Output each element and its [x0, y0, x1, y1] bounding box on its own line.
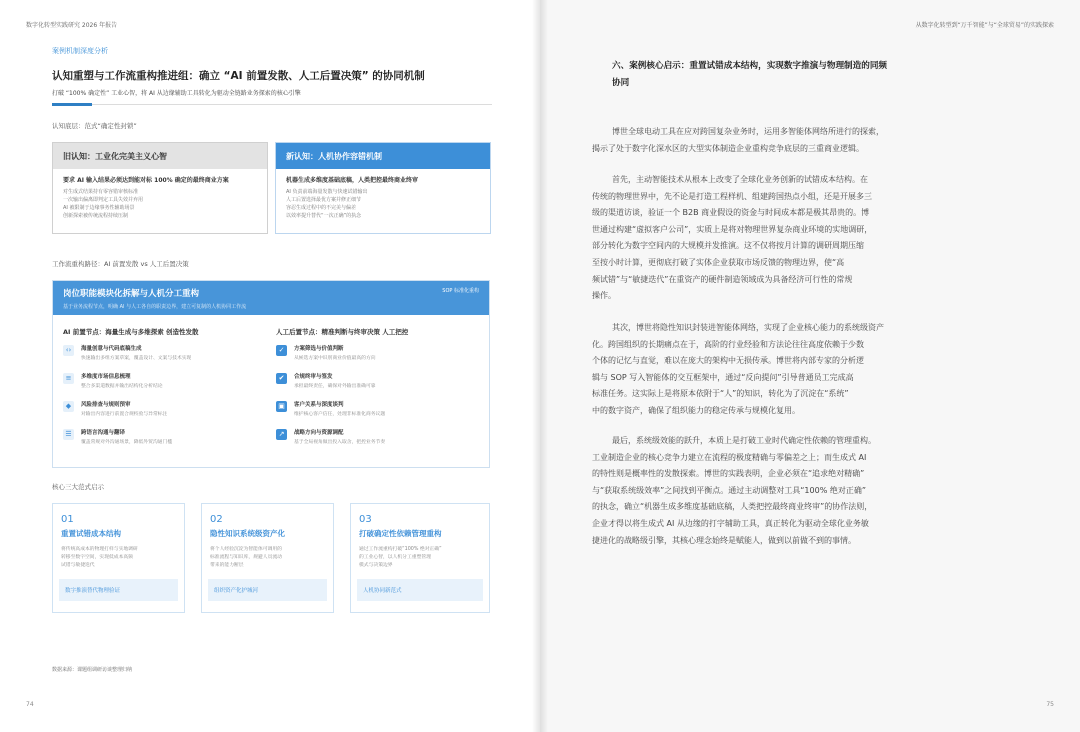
- new-cognition-line: 以效率提升替代“一次正确”的执念: [286, 213, 362, 219]
- new-cognition-box: [275, 142, 491, 234]
- book-gutter: [532, 0, 548, 732]
- page-number-right: 75: [1046, 701, 1054, 708]
- title-divider: [52, 104, 492, 105]
- card-footer: 组织资产化护城河: [208, 579, 327, 601]
- new-cognition-header: 新认知：人机协作容错机制: [276, 143, 490, 169]
- running-head-right: 从数字化转型到“万千智能”与“全球贸易”的实践探索: [915, 22, 1054, 29]
- ai-front-column: [63, 327, 268, 456]
- new-cognition-line: 容忍生成过程中的不完美与偏差: [286, 205, 357, 211]
- old-cognition-title: 要求 AI 输入结果必须达到能对标 100% 确定的最终商业方案: [63, 177, 229, 184]
- new-cognition-line: AI 负责前端海量发散与快速试错输出: [286, 189, 368, 195]
- card-title: 打破确定性依赖管理重构: [359, 529, 442, 538]
- paragraph-line: 其次，博世将隐性知识封装进智能体网络，实现了企业核心能力的系统级资产: [612, 323, 884, 332]
- old-cognition-line: 创新探索被传统流程持续压制: [63, 213, 129, 219]
- paragraph-line: 世通过构建“虚拟客户公司”，实质上是将对物理世界复杂商业环境的实地调研，: [592, 224, 873, 234]
- list-item: [63, 428, 268, 456]
- paragraph-line: 部分转化为数字空间内的大规模并发推演。这不仅将按月计算的调研周期压缩: [592, 241, 864, 251]
- paragraph-line: 最后，系统级效能的跃升，本质上是打破工业时代确定性依赖的管理重构。: [612, 436, 876, 445]
- paragraph-line: 化。跨国组织的长期痛点在于，高阶的行业经验和方法论往往高度依赖于少数: [592, 339, 864, 349]
- paragraph-line: 传统的物理世界中，先不论是打造工程样机、组建跨国热点小组，还是开展多三: [592, 191, 872, 201]
- section-kicker: 案例机制深度分析: [52, 47, 108, 55]
- section-label-workflow: 工作流重构路径：AI 前置发散 vs 人工后置决策: [52, 260, 189, 268]
- card-description-line: 将传统高成本的物理打样与实地调研: [61, 547, 138, 552]
- check-shield-icon: ✓: [276, 345, 287, 356]
- card-description-line: 试错与敏捷迭代: [61, 563, 95, 568]
- old-cognition-line: 对生成式结果持有零容错审核标准: [63, 189, 139, 195]
- paragraph-line: 揭示了处于数字化深水区的大型实体制造企业重构竞争底层的三重商业逻辑。: [592, 143, 864, 153]
- list-item-title: 战略方向与资源调配: [294, 430, 344, 436]
- list-item-title: 客户关系与深度谈判: [294, 402, 344, 408]
- card-title: 重置试错成本结构: [61, 529, 121, 538]
- paragraph-line: 频试错”与“敏捷迭代”在重资产的硬件制造领域成为具备经济可行性的常规: [592, 274, 853, 284]
- list-item: [63, 344, 268, 372]
- card-footer: 数字推演替代物理验证: [59, 579, 178, 601]
- card-footer: 人机协同新范式: [357, 579, 483, 601]
- insight-card: [52, 503, 185, 613]
- section-label-cognition: 认知底层：范式“确定性封锁”: [52, 122, 137, 130]
- list-item-title: 多维度市场信息梳理: [81, 374, 131, 380]
- human-rear-column-title: 人工后置节点：精准判断与终审决策 人工把控: [276, 328, 409, 336]
- list-item: [276, 372, 481, 400]
- list-item: [63, 372, 268, 400]
- human-rear-column: [276, 327, 481, 456]
- insight-card: [350, 503, 490, 613]
- body-paragraph: [592, 433, 942, 549]
- new-cognition-line: 人工后置选择最优方案并修正细节: [286, 197, 362, 203]
- paragraph-line: 的特性则是概率性的发散探索。博世的实践表明，企业必须在“追求绝对精确”: [592, 469, 865, 479]
- list-item-desc: 覆盖常规对外沟通场景，降低外贸沟通门槛: [81, 440, 173, 445]
- paragraph-line: 企业才得以将生成式 AI 从边缘的打字辅助工具，真正转化为驱动全球化业务敏: [592, 518, 869, 528]
- list-item-title: 跨语言沟通与翻译: [81, 430, 126, 436]
- paragraph-line: 捷进化的战略级引擎，其核心理念始终是赋能人，做到以前做不到的事情。: [592, 535, 856, 545]
- body-paragraph: [592, 320, 942, 420]
- list-item-desc: 从候选方案中识别商业价值最高的方向: [294, 356, 376, 361]
- workflow-frame: [52, 280, 490, 468]
- paragraph-line: 首先，主动智能技术从根本上改变了全球化业务创新的试错成本结构。在: [612, 175, 868, 184]
- section-heading: [612, 58, 942, 92]
- section-heading-line: 六、案例核心启示：重置试错成本结构，实现数字推演与物理制造的同频: [612, 61, 888, 71]
- list-item-desc: 维护核心客户信任，处理非标准化商务议题: [294, 412, 386, 417]
- card-description-line: 转移至数字空间，实现低成本高频: [61, 555, 133, 560]
- workflow-frame-title: 岗位职能模块化拆解与人机分工重构: [63, 289, 200, 299]
- paragraph-line: 标准任务。这实际上是将原本依附于“人”的知识，转化为了沉淀在“系统”: [592, 389, 849, 399]
- card-number: 03: [359, 514, 372, 525]
- card-description: [359, 546, 485, 570]
- list-item: [276, 400, 481, 428]
- card-description-line: 标准流程与知识库，规避人员流动: [210, 555, 282, 560]
- card-number: 02: [210, 514, 223, 525]
- workflow-frame-header: [53, 281, 489, 315]
- list-item-title: 合规终审与签发: [294, 374, 333, 380]
- page-number-left: 74: [26, 701, 34, 708]
- paragraph-line: 辑与 SOP 写入智能体的交互框架中，通过“反向提问”引导普通员工完成高: [592, 372, 854, 382]
- old-cognition-line: 一次输出偏离即判定工具失效并弃用: [63, 197, 144, 203]
- paragraph-line: 至按小时计算，更彻底打破了实体企业获取市场反馈的物理边界，使“高: [592, 257, 845, 267]
- list-item: [63, 400, 268, 428]
- list-item-desc: 承担最终责任，确保对外输出准确可靠: [294, 384, 376, 389]
- shield-icon: ◆: [63, 401, 74, 412]
- list-item-desc: 基于全局视角做出投入取舍，把控业务节奏: [294, 440, 386, 445]
- paragraph-line: 的执念，确立“机器生成多维度基础底稿，人类把控最终商业终审”的协作法则，: [592, 502, 873, 512]
- layers-icon: ≡: [63, 373, 74, 384]
- page-title: 认知重塑与工作流重构推进组：确立 “AI 前置发散、人工后置决策” 的协同机制: [52, 70, 425, 82]
- card-title: 隐性知识系统级资产化: [210, 529, 285, 538]
- code-icon: ‹›: [63, 345, 74, 356]
- card-description: [61, 546, 179, 570]
- list-item-desc: 快速输出多组方案草案，覆盖设计、文案与技术实现: [81, 356, 192, 361]
- list-item-title: 方案筛选与价值判断: [294, 346, 344, 352]
- list-item-desc: 对输出内容进行前置合规校验与异常标注: [81, 412, 168, 417]
- card-description-line: 模式与决策边界: [359, 563, 393, 568]
- list-item: [276, 344, 481, 372]
- new-cognition-title: 机器生成多维度基础底稿，人类把控最终商业终审: [286, 177, 419, 184]
- workflow-frame-subtitle: 基于业务流程节点，明确 AI 与人工各自的职责边界，建立可复制的人机协同工作流: [63, 304, 247, 310]
- old-cognition-box: [52, 142, 268, 234]
- card-description-line: 的工业心智，以人机分工重塑管理: [359, 555, 431, 560]
- chat-icon: ☰: [63, 429, 74, 440]
- list-item-title: 海量创意与代码底稿生成: [81, 346, 142, 352]
- page-subtitle: 打破 “100% 确定性” 工业心智，将 AI 从边缘辅助工具转化为驱动全链路业务探索的核心引擎: [52, 90, 301, 97]
- strategy-icon: ↗: [276, 429, 287, 440]
- paragraph-line: 级的渠道访谈，验证一个 B2B 商业假设的资金与时间成本都是极其昂贵的。博: [592, 208, 870, 218]
- source-note: 数据来源：课题组调研访谈整理归纳: [52, 667, 133, 673]
- body-paragraph: [592, 124, 942, 157]
- body-paragraph: [592, 172, 942, 305]
- card-number: 01: [61, 514, 74, 525]
- paragraph-line: 与“获取系统级效率”之间找到平衡点。通过主动调整对工具“100% 绝对正确”: [592, 485, 866, 495]
- title-divider-accent: [52, 103, 92, 106]
- card-description-line: 通过工作流重构打破“100% 绝对正确”: [359, 547, 442, 552]
- running-head-left: 数字化转型实践研究 2026 年报告: [26, 22, 118, 29]
- card-description-line: 带来的能力断层: [210, 563, 244, 568]
- insight-card: [201, 503, 334, 613]
- paragraph-line: 个体的记忆与直觉，难以在庞大的架构中无损传承。博世将内部专家的分析逻: [592, 356, 864, 366]
- client-icon: ▣: [276, 401, 287, 412]
- old-cognition-line: AI 被限制于边缘事务性辅助场景: [63, 205, 135, 211]
- section-label-insights: 核心三大范式启示: [52, 483, 104, 491]
- card-description-line: 将个人经验沉淀为智能体可调用的: [210, 547, 282, 552]
- card-description: [210, 546, 328, 570]
- approve-icon: ✔: [276, 373, 287, 384]
- ai-front-column-title: AI 前置节点：海量生成与多维探索 创造性发散: [63, 328, 199, 336]
- paragraph-line: 中的数字资产，确保了组织能力的稳定传承与规模化复用。: [592, 405, 800, 415]
- paragraph-line: 操作。: [592, 291, 616, 301]
- workflow-frame-tag: SOP 标准化重构: [442, 288, 479, 294]
- section-heading-line: 协同: [612, 78, 630, 88]
- list-item: [276, 428, 481, 456]
- paragraph-line: 博世全球电动工具在应对跨国复杂业务时，运用多智能体网络所进行的探索，: [612, 127, 884, 136]
- old-cognition-header: 旧认知：工业化完美主义心智: [53, 143, 267, 169]
- paragraph-line: 工业制造企业的核心竞争力建立在流程的极度精确与零偏差之上；而生成式 AI: [592, 452, 867, 462]
- list-item-desc: 整合多渠道数据并输出结构化分析结论: [81, 384, 163, 389]
- list-item-title: 风险排查与规则预审: [81, 402, 131, 408]
